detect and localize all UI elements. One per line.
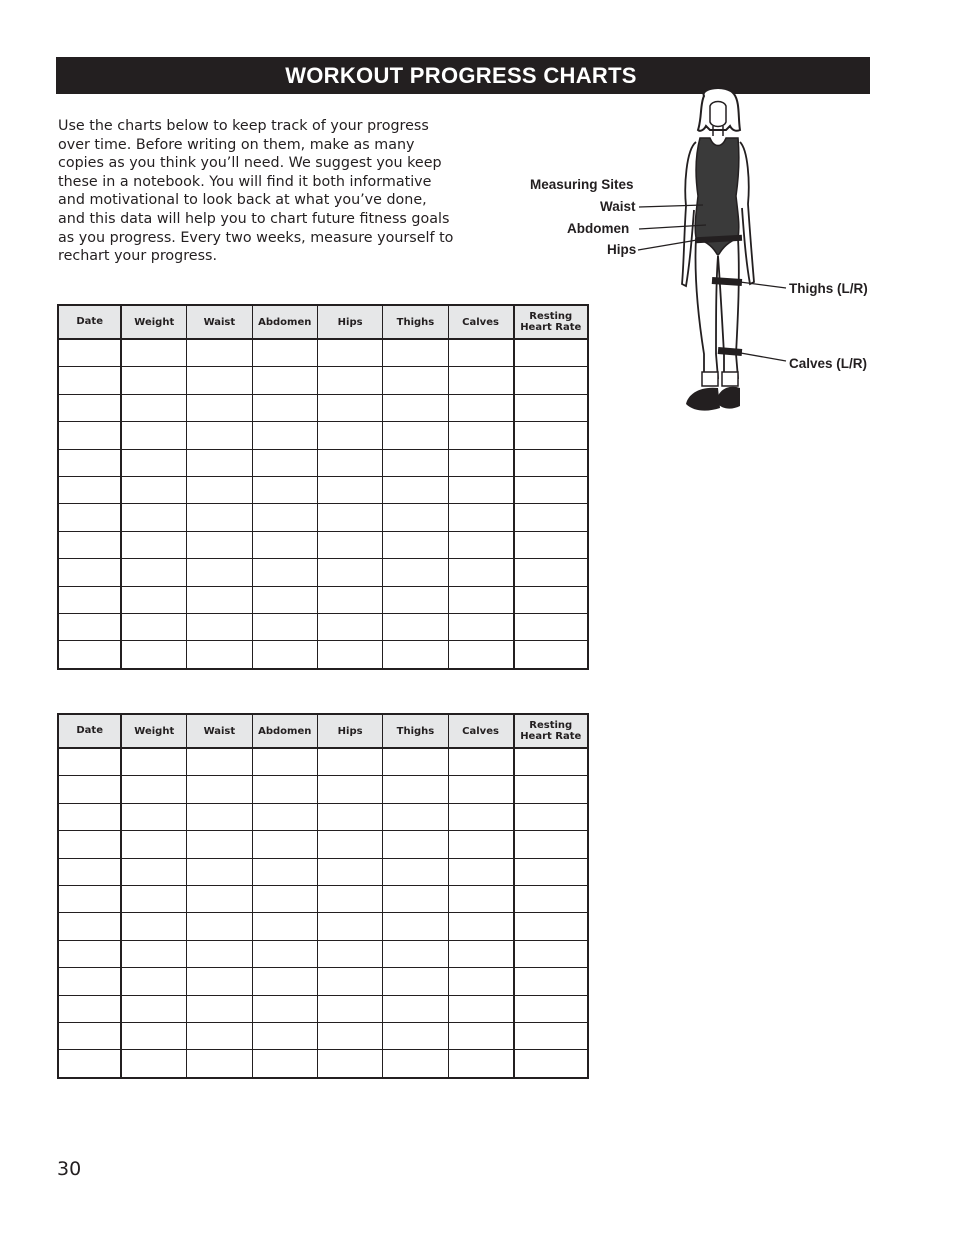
resting-heart-rate-entry-cell[interactable] [514,831,589,858]
abdomen-entry-cell[interactable] [252,776,317,803]
calves-entry-cell[interactable] [448,885,513,912]
thighs-entry-cell[interactable] [383,1022,448,1049]
hips-entry-cell[interactable] [317,776,382,803]
thighs-entry-cell[interactable] [383,641,448,669]
column-header-calves: Calves [448,714,513,748]
weight-entry-cell[interactable] [121,748,186,776]
hips-entry-cell[interactable] [317,449,382,476]
table-row [58,559,588,586]
table-row [58,776,588,803]
waist-entry-cell[interactable] [187,531,252,558]
weight-entry-cell[interactable] [121,803,186,830]
column-header-date: Date [58,305,121,339]
resting-heart-rate-entry-cell[interactable] [514,1022,589,1049]
thighs-entry-cell[interactable] [383,776,448,803]
abdomen-entry-cell[interactable] [252,995,317,1022]
weight-entry-cell[interactable] [121,940,186,967]
waist-entry-cell[interactable] [187,748,252,776]
thighs-entry-cell[interactable] [383,885,448,912]
abdomen-entry-cell[interactable] [252,1022,317,1049]
calves-entry-cell[interactable] [448,641,513,669]
thighs-entry-cell[interactable] [383,504,448,531]
table-row [58,531,588,558]
resting-heart-rate-entry-cell[interactable] [514,1050,589,1078]
hips-entry-cell[interactable] [317,422,382,449]
column-header-resting-heart-rate: Resting Heart Rate [514,714,589,748]
hips-entry-cell[interactable] [317,367,382,394]
calves-entry-cell[interactable] [448,422,513,449]
waist-entry-cell[interactable] [187,913,252,940]
calves-entry-cell[interactable] [448,858,513,885]
resting-heart-rate-entry-cell[interactable] [514,559,589,586]
table-row [58,913,588,940]
resting-heart-rate-entry-cell[interactable] [514,748,589,776]
intro-line: Use the charts below to keep track of your progress [58,118,429,134]
abdomen-entry-cell[interactable] [252,858,317,885]
table-row [58,803,588,830]
abdomen-entry-cell[interactable] [252,504,317,531]
hips-entry-cell[interactable] [317,968,382,995]
waist-entry-cell[interactable] [187,339,252,367]
column-header-date: Date [58,714,121,748]
weight-entry-cell[interactable] [121,367,186,394]
date-entry-cell[interactable] [58,504,121,531]
thighs-entry-cell[interactable] [383,968,448,995]
abdomen-entry-cell[interactable] [252,641,317,669]
weight-entry-cell[interactable] [121,885,186,912]
table-row [58,641,588,669]
abdomen-entry-cell[interactable] [252,885,317,912]
chart-body [58,748,588,1078]
calves-entry-cell[interactable] [448,367,513,394]
date-entry-cell[interactable] [58,913,121,940]
resting-heart-rate-entry-cell[interactable] [514,968,589,995]
thighs-entry-cell[interactable] [383,476,448,503]
waist-label: Waist [600,199,636,214]
date-entry-cell[interactable] [58,940,121,967]
abdomen-entry-cell[interactable] [252,748,317,776]
thighs-entry-cell[interactable] [383,940,448,967]
date-entry-cell[interactable] [58,422,121,449]
thighs-entry-cell[interactable] [383,531,448,558]
calves-entry-cell[interactable] [448,394,513,421]
calves-entry-cell[interactable] [448,968,513,995]
page-title: WORKOUT PROGRESS CHARTS [285,62,637,88]
abdomen-entry-cell[interactable] [252,940,317,967]
table-row [58,586,588,613]
weight-entry-cell[interactable] [121,1022,186,1049]
abdomen-label: Abdomen [567,221,630,236]
column-header-abdomen: Abdomen [252,714,317,748]
progress-chart-1 [57,304,589,670]
calves-entry-cell[interactable] [448,913,513,940]
waist-entry-cell[interactable] [187,422,252,449]
weight-entry-cell[interactable] [121,831,186,858]
abdomen-entry-cell[interactable] [252,831,317,858]
thighs-entry-cell[interactable] [383,858,448,885]
measuring-sites-heading: Measuring Sites [530,177,634,192]
thighs-entry-cell[interactable] [383,913,448,940]
resting-heart-rate-entry-cell[interactable] [514,504,589,531]
calves-entry-cell[interactable] [448,559,513,586]
date-entry-cell[interactable] [58,586,121,613]
thighs-entry-cell[interactable] [383,1050,448,1078]
waist-entry-cell[interactable] [187,885,252,912]
weight-entry-cell[interactable] [121,776,186,803]
waist-entry-cell[interactable] [187,367,252,394]
thighs-entry-cell[interactable] [383,748,448,776]
resting-heart-rate-entry-cell[interactable] [514,858,589,885]
calves-entry-cell[interactable] [448,339,513,367]
abdomen-entry-cell[interactable] [252,1050,317,1078]
table-row [58,858,588,885]
waist-entry-cell[interactable] [187,449,252,476]
date-entry-cell[interactable] [58,831,121,858]
thighs-entry-cell[interactable] [383,586,448,613]
column-header-thighs: Thighs [383,714,448,748]
weight-entry-cell[interactable] [121,913,186,940]
thighs-entry-cell[interactable] [383,394,448,421]
hips-entry-cell[interactable] [317,559,382,586]
thighs-entry-cell[interactable] [383,995,448,1022]
column-header-hips: Hips [317,305,382,339]
hips-entry-cell[interactable] [317,940,382,967]
resting-heart-rate-entry-cell[interactable] [514,913,589,940]
calves-entry-cell[interactable] [448,776,513,803]
calves-entry-cell[interactable] [448,748,513,776]
waist-entry-cell[interactable] [187,776,252,803]
waist-entry-cell[interactable] [187,858,252,885]
weight-entry-cell[interactable] [121,858,186,885]
column-header-abdomen: Abdomen [252,305,317,339]
thighs-label: Thighs (L/R) [789,281,868,296]
weight-entry-cell[interactable] [121,476,186,503]
hips-entry-cell[interactable] [317,531,382,558]
date-entry-cell[interactable] [58,339,121,367]
table-row [58,422,588,449]
abdomen-entry-cell[interactable] [252,968,317,995]
resting-heart-rate-entry-cell[interactable] [514,449,589,476]
calves-entry-cell[interactable] [448,803,513,830]
date-entry-cell[interactable] [58,613,121,640]
table-row [58,504,588,531]
waist-entry-cell[interactable] [187,803,252,830]
column-header-thighs: Thighs [383,305,448,339]
abdomen-entry-cell[interactable] [252,803,317,830]
abdomen-entry-cell[interactable] [252,559,317,586]
hips-entry-cell[interactable] [317,586,382,613]
resting-heart-rate-entry-cell[interactable] [514,339,589,367]
intro-line: as you progress. Every two weeks, measure yourself to [58,229,454,246]
abdomen-entry-cell[interactable] [252,531,317,558]
resting-heart-rate-entry-cell[interactable] [514,394,589,421]
weight-entry-cell[interactable] [121,613,186,640]
abdomen-entry-cell[interactable] [252,613,317,640]
date-entry-cell[interactable] [58,776,121,803]
progress-chart-2 [57,713,589,1079]
date-entry-cell[interactable] [58,803,121,830]
abdomen-entry-cell[interactable] [252,449,317,476]
hips-label: Hips [607,242,637,257]
waist-entry-cell[interactable] [187,394,252,421]
abdomen-entry-cell[interactable] [252,476,317,503]
hips-entry-cell[interactable] [317,613,382,640]
table-row [58,394,588,421]
weight-entry-cell[interactable] [121,531,186,558]
hips-entry-cell[interactable] [317,641,382,669]
waist-entry-cell[interactable] [187,613,252,640]
column-header-calves: Calves [448,305,513,339]
calves-entry-cell[interactable] [448,504,513,531]
resting-heart-rate-entry-cell[interactable] [514,531,589,558]
waist-entry-cell[interactable] [187,476,252,503]
weight-entry-cell[interactable] [121,504,186,531]
resting-heart-rate-entry-cell[interactable] [514,422,589,449]
abdomen-entry-cell[interactable] [252,913,317,940]
waist-entry-cell[interactable] [187,641,252,669]
table-row [58,748,588,776]
intro-line: over time. Before writing on them, make as many [58,136,415,153]
resting-heart-rate-entry-cell[interactable] [514,641,589,669]
thighs-entry-cell[interactable] [383,803,448,830]
calves-entry-cell[interactable] [448,531,513,558]
date-entry-cell[interactable] [58,394,121,421]
table-row [58,449,588,476]
table-row [58,613,588,640]
date-entry-cell[interactable] [58,1050,121,1078]
resting-heart-rate-entry-cell[interactable] [514,476,589,503]
chart-body [58,339,588,669]
thighs-entry-cell[interactable] [383,831,448,858]
intro-line: rechart your progress. [58,248,218,265]
waist-entry-cell[interactable] [187,968,252,995]
weight-entry-cell[interactable] [121,394,186,421]
thighs-entry-cell[interactable] [383,367,448,394]
calves-entry-cell[interactable] [448,586,513,613]
calves-entry-cell[interactable] [448,1050,513,1078]
abdomen-entry-cell[interactable] [252,586,317,613]
weight-entry-cell[interactable] [121,449,186,476]
resting-heart-rate-entry-cell[interactable] [514,995,589,1022]
table-row [58,1050,588,1078]
resting-heart-rate-entry-cell[interactable] [514,613,589,640]
thighs-entry-cell[interactable] [383,559,448,586]
table-row [58,968,588,995]
weight-entry-cell[interactable] [121,559,186,586]
abdomen-entry-cell[interactable] [252,422,317,449]
date-entry-cell[interactable] [58,748,121,776]
column-header-resting-heart-rate: Resting Heart Rate [514,305,589,339]
date-entry-cell[interactable] [58,367,121,394]
date-entry-cell[interactable] [58,1022,121,1049]
calves-entry-cell[interactable] [448,613,513,640]
waist-entry-cell[interactable] [187,504,252,531]
column-header-waist: Waist [187,714,252,748]
date-entry-cell[interactable] [58,885,121,912]
hips-entry-cell[interactable] [317,858,382,885]
calves-entry-cell[interactable] [448,449,513,476]
calves-label: Calves (L/R) [789,356,868,371]
date-entry-cell[interactable] [58,968,121,995]
intro-line: these in a notebook. You will find it both informative [58,173,432,190]
resting-heart-rate-entry-cell[interactable] [514,803,589,830]
hips-entry-cell[interactable] [317,394,382,421]
waist-entry-cell[interactable] [187,831,252,858]
table-row [58,831,588,858]
hips-entry-cell[interactable] [317,748,382,776]
hips-entry-cell[interactable] [317,913,382,940]
hips-entry-cell[interactable] [317,803,382,830]
date-entry-cell[interactable] [58,641,121,669]
hips-entry-cell[interactable] [317,1050,382,1078]
date-entry-cell[interactable] [58,476,121,503]
weight-entry-cell[interactable] [121,968,186,995]
hips-entry-cell[interactable] [317,504,382,531]
waist-entry-cell[interactable] [187,940,252,967]
intro-line: and this data will help you to chart future fitness goals [58,210,450,227]
column-header-waist: Waist [187,305,252,339]
intro-line: and motivational to look back at what you’ve done, [58,192,427,209]
date-entry-cell[interactable] [58,858,121,885]
weight-entry-cell[interactable] [121,422,186,449]
thighs-entry-cell[interactable] [383,422,448,449]
abdomen-entry-cell[interactable] [252,394,317,421]
weight-entry-cell[interactable] [121,995,186,1022]
hips-entry-cell[interactable] [317,339,382,367]
waist-entry-cell[interactable] [187,1050,252,1078]
table-row [58,339,588,367]
intro-line: copies as you think you’ll need. We suggest you keep [58,155,442,172]
calves-entry-cell[interactable] [448,940,513,967]
waist-entry-cell[interactable] [187,1022,252,1049]
table-row [58,367,588,394]
resting-heart-rate-entry-cell[interactable] [514,586,589,613]
date-entry-cell[interactable] [58,449,121,476]
resting-heart-rate-entry-cell[interactable] [514,885,589,912]
weight-entry-cell[interactable] [121,641,186,669]
resting-heart-rate-entry-cell[interactable] [514,367,589,394]
table-row [58,1022,588,1049]
calves-entry-cell[interactable] [448,995,513,1022]
hips-entry-cell[interactable] [317,885,382,912]
table-row [58,995,588,1022]
resting-heart-rate-entry-cell[interactable] [514,940,589,967]
column-header-weight: Weight [121,714,186,748]
waist-entry-cell[interactable] [187,559,252,586]
waist-entry-cell[interactable] [187,995,252,1022]
hips-entry-cell[interactable] [317,476,382,503]
body-figure-illustration [666,86,758,421]
abdomen-entry-cell[interactable] [252,367,317,394]
calves-entry-cell[interactable] [448,831,513,858]
hips-entry-cell[interactable] [317,1022,382,1049]
table-row [58,940,588,967]
column-header-hips: Hips [317,714,382,748]
resting-heart-rate-entry-cell[interactable] [514,776,589,803]
abdomen-entry-cell[interactable] [252,339,317,367]
thighs-entry-cell[interactable] [383,339,448,367]
table-row [58,885,588,912]
thighs-entry-cell[interactable] [383,449,448,476]
date-entry-cell[interactable] [58,531,121,558]
intro-paragraph [58,117,478,266]
hips-entry-cell[interactable] [317,995,382,1022]
column-header-weight: Weight [121,305,186,339]
page-number: 30 [57,1158,82,1180]
weight-entry-cell[interactable] [121,586,186,613]
weight-entry-cell[interactable] [121,339,186,367]
calves-entry-cell[interactable] [448,1022,513,1049]
hips-entry-cell[interactable] [317,831,382,858]
date-entry-cell[interactable] [58,995,121,1022]
weight-entry-cell[interactable] [121,1050,186,1078]
date-entry-cell[interactable] [58,559,121,586]
table-row [58,476,588,503]
waist-entry-cell[interactable] [187,586,252,613]
calves-entry-cell[interactable] [448,476,513,503]
thighs-entry-cell[interactable] [383,613,448,640]
